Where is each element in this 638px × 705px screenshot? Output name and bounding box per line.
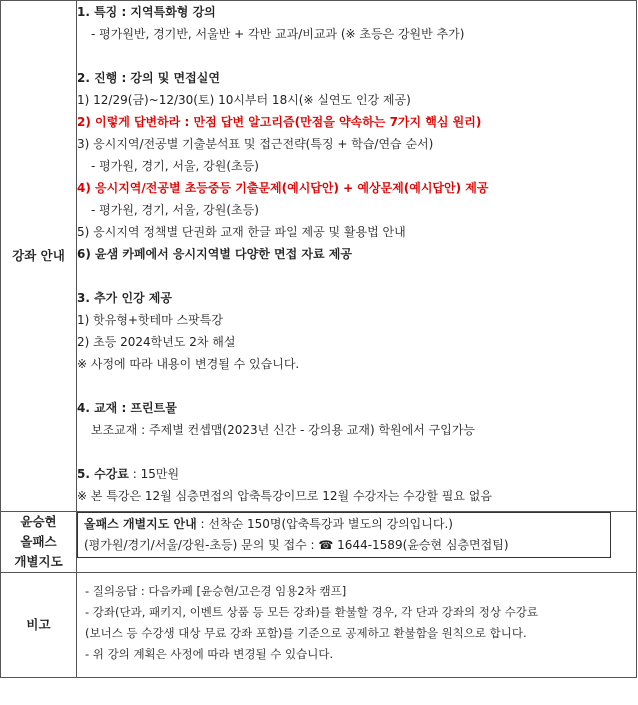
label-course-guide: 강좌 안내 xyxy=(1,1,77,512)
progress-item-2: 2) 이렇게 답변하라 : 만점 답변 알고리즘(만점을 약속하는 7가지 핵심 원리) xyxy=(77,115,482,129)
course-guide-content xyxy=(77,1,637,512)
fee-note: ※ 본 특강은 12월 심층면접의 압축특강이므로 12월 수강자는 수강할 필요 없음 xyxy=(77,489,492,503)
progress-item-3-regions: - 평가원, 경기, 서울, 강원(초등) xyxy=(91,159,259,173)
spacer xyxy=(77,45,636,67)
individual-coaching-content xyxy=(77,512,637,573)
extra-lecture-1: 1) 핫유형+핫테마 스팟특강 xyxy=(77,313,223,327)
remark-change: - 위 강의 계획은 사정에 따라 변경될 수 있습니다. xyxy=(85,647,334,661)
progress-item-3: 3) 응시지역/전공별 기출분석표 및 접근전략(특징 + 학습/연습 순서) xyxy=(77,137,434,151)
heading-extra-lectures: 3. 추가 인강 제공 xyxy=(77,291,172,305)
remark-qna: - 질의응답 : 다음카페 [윤승현/고은경 임용2차 캠프] xyxy=(85,584,347,598)
progress-item-1: 1) 12/29(금)~12/30(토) 10시부터 18시(※ 실연도 인강 제공) xyxy=(77,93,411,107)
spacer xyxy=(77,375,636,397)
progress-item-4: 4) 응시지역/전공별 초등중등 기출문제(예시답안) + 예상문제(예시답안) 제공 xyxy=(77,181,489,195)
row-individual-coaching xyxy=(1,512,637,573)
heading-materials: 4. 교재 : 프린트물 xyxy=(77,401,177,415)
fee-value: 15만원 xyxy=(140,467,180,481)
row-remarks xyxy=(1,573,637,678)
remark-refund-2: (보너스 등 수강생 대상 무료 강좌 포함)를 기준으로 공제하고 환불함을 원칙으로 합니다. xyxy=(85,626,527,640)
spacer xyxy=(77,441,636,463)
coaching-info-title: 올패스 개별지도 안내 xyxy=(84,517,197,531)
label-line-name: 윤승현 xyxy=(20,514,57,529)
label-line-coaching: 개별지도 xyxy=(14,554,63,569)
fee-separator: : xyxy=(132,467,137,481)
progress-item-6: 6) 윤샘 카페에서 응시지역별 다양한 면접 자료 제공 xyxy=(77,247,352,261)
coaching-info-box xyxy=(77,512,611,558)
spacer xyxy=(77,265,636,287)
remark-refund-1: - 강좌(단과, 패키지, 이벤트 상품 등 모든 강좌)를 환불할 경우, 각 단과 강좌의 정상 수강료 xyxy=(85,605,538,619)
progress-item-5: 5) 응시지역 정책별 단권화 교재 한글 파일 제공 및 활용법 안내 xyxy=(77,225,406,239)
coaching-info-line-2: (평가원/경기/서울/강원-초등) 문의 및 접수 : ☎ 1644-1589(윤승현 심층면접팀) xyxy=(84,538,509,552)
materials-detail: 보조교재 : 주제별 컨셉맵(2023년 신간 - 강의용 교재) 학원에서 구입가능 xyxy=(91,423,475,437)
progress-item-4-regions: - 평가원, 경기, 서울, 강원(초등) xyxy=(91,203,259,217)
remarks-content xyxy=(77,573,637,678)
coaching-info-capacity: : 선착순 150명(압축특강과 별도의 강의입니다.) xyxy=(196,517,453,531)
label-line-allpass: 올패스 xyxy=(20,534,57,549)
heading-progress: 2. 진행 : 강의 및 면접실연 xyxy=(77,71,220,85)
label-individual-coaching xyxy=(1,512,77,573)
fee-line xyxy=(77,463,636,485)
heading-features: 1. 특징 : 지역특화형 강의 xyxy=(77,5,216,19)
extra-lecture-note: ※ 사정에 따라 내용이 변경될 수 있습니다. xyxy=(77,357,300,371)
features-detail: - 평가원반, 경기반, 서울반 + 각반 교과/비교과 (※ 초등은 강원반 추가) xyxy=(91,27,465,41)
row-course-guide xyxy=(1,1,637,512)
coaching-info-line-1 xyxy=(84,514,604,535)
label-remarks: 비고 xyxy=(1,573,77,678)
heading-fee: 5. 수강료 xyxy=(77,467,129,481)
extra-lecture-2: 2) 초등 2024학년도 2차 해설 xyxy=(77,335,236,349)
